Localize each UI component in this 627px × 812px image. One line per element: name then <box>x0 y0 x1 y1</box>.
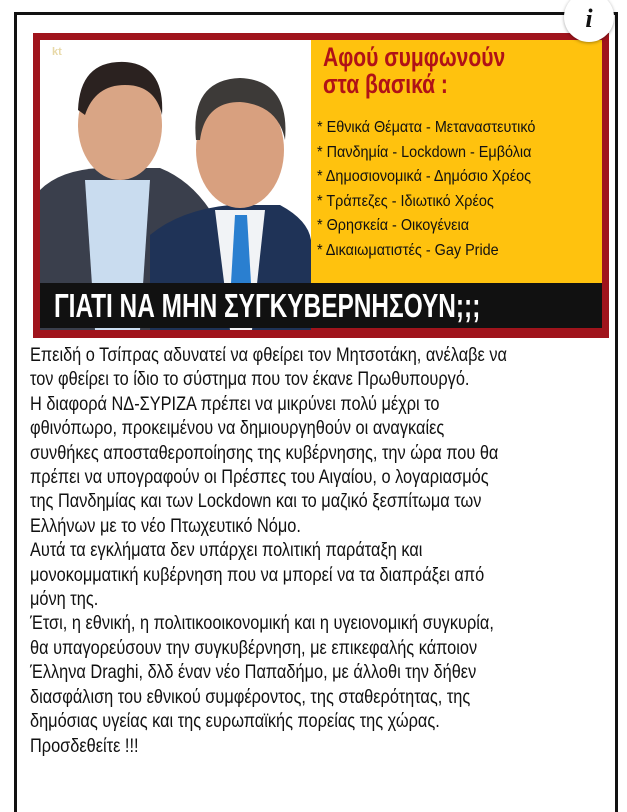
list-item: * Εθνικά Θέματα - Μεταναστευτικό <box>317 119 536 136</box>
text-line: μόνη της. <box>30 589 99 611</box>
text-line: μονοκομματική κυβέρνηση που να μπορεί να τα διαπράξει από <box>30 564 485 586</box>
text-line: Η διαφορά ΝΔ-ΣΥΡΙΖΑ πρέπει να μικρύνει πολύ μέχρι το <box>30 393 440 415</box>
panel-headline <box>323 44 505 98</box>
list-item: * Θρησκεία - Οικογένεια <box>317 217 470 234</box>
text-line: πρέπει να υπογραφούν οι Πρέσπες του Αιγαίου, ο λογαριασμός <box>30 467 489 489</box>
text-line: Ελλήνων με το νέο Πτωχευτικό Νόμο. <box>30 515 301 537</box>
text-line: θα υπαγορεύσουν την συγκυβέρνηση, με επικεφαλής κάποιον <box>30 637 478 659</box>
agreement-list <box>317 116 560 263</box>
banner-question: ΓΙΑΤΙ ΝΑ ΜΗΝ ΣΥΓΚΥΒΕΡΝΗΣΟΥΝ;;; <box>54 287 481 324</box>
banner-bottom-bar <box>40 283 602 328</box>
text-line: φθινόπωρο, προκειμένου να δημιουργηθούν οι αναγκαίες <box>30 418 445 440</box>
article-text <box>30 344 585 759</box>
text-line: Αυτά τα εγκλήματα δεν υπάρχει πολιτική παράταξη και <box>30 540 423 562</box>
list-item: * Πανδημία - Lockdown - Εμβόλια <box>317 143 532 161</box>
agreement-panel <box>311 40 602 283</box>
info-icon: i <box>585 4 593 33</box>
text-line: διασφάλιση του εθνικού συμφέροντος, της σταθερότητας, της <box>30 686 471 708</box>
list-item: * Δικαιωματιστές - Gay Pride <box>317 241 499 259</box>
list-item: * Δημοσιονομικά - Δημόσιο Χρέος <box>317 168 532 185</box>
text-line: Έλληνα Draghi, δλδ έναν νέο Παπαδήμο, με άλλοθι την δήθεν <box>30 662 477 684</box>
text-line: Έτσι, η εθνική, η πολιτικοοικονομική και η υγειονομική συγκυρία, <box>30 613 494 635</box>
text-line: της Πανδημίας και των Lockdown και το μαζικό ξεσπίτωμα των <box>30 491 482 513</box>
text-line: τον φθείρει το ίδιο το σύστημα που τον έκανε Πρωθυπουργό. <box>30 369 470 391</box>
text-line: Προσδεθείτε !!! <box>30 735 139 757</box>
headline-line: στα βασικά : <box>323 69 448 99</box>
headline-line: Αφού συμφωνούν <box>323 42 506 72</box>
text-line: δημόσιας υγείας και της ευρωπαϊκής πορείας της χώρας. <box>30 711 440 733</box>
text-line: συνθήκες αποσταθεροποίησης της κυβέρνησης, την ώρα που θα <box>30 442 499 464</box>
watermark: kt <box>52 46 62 58</box>
text-line: Επειδή ο Τσίπρας αδυνατεί να φθείρει τον Μητσοτάκη, ανέλαβε να <box>30 345 507 366</box>
banner-image <box>33 33 609 338</box>
list-item: * Τράπεζες - Ιδιωτικό Χρέος <box>317 192 494 210</box>
